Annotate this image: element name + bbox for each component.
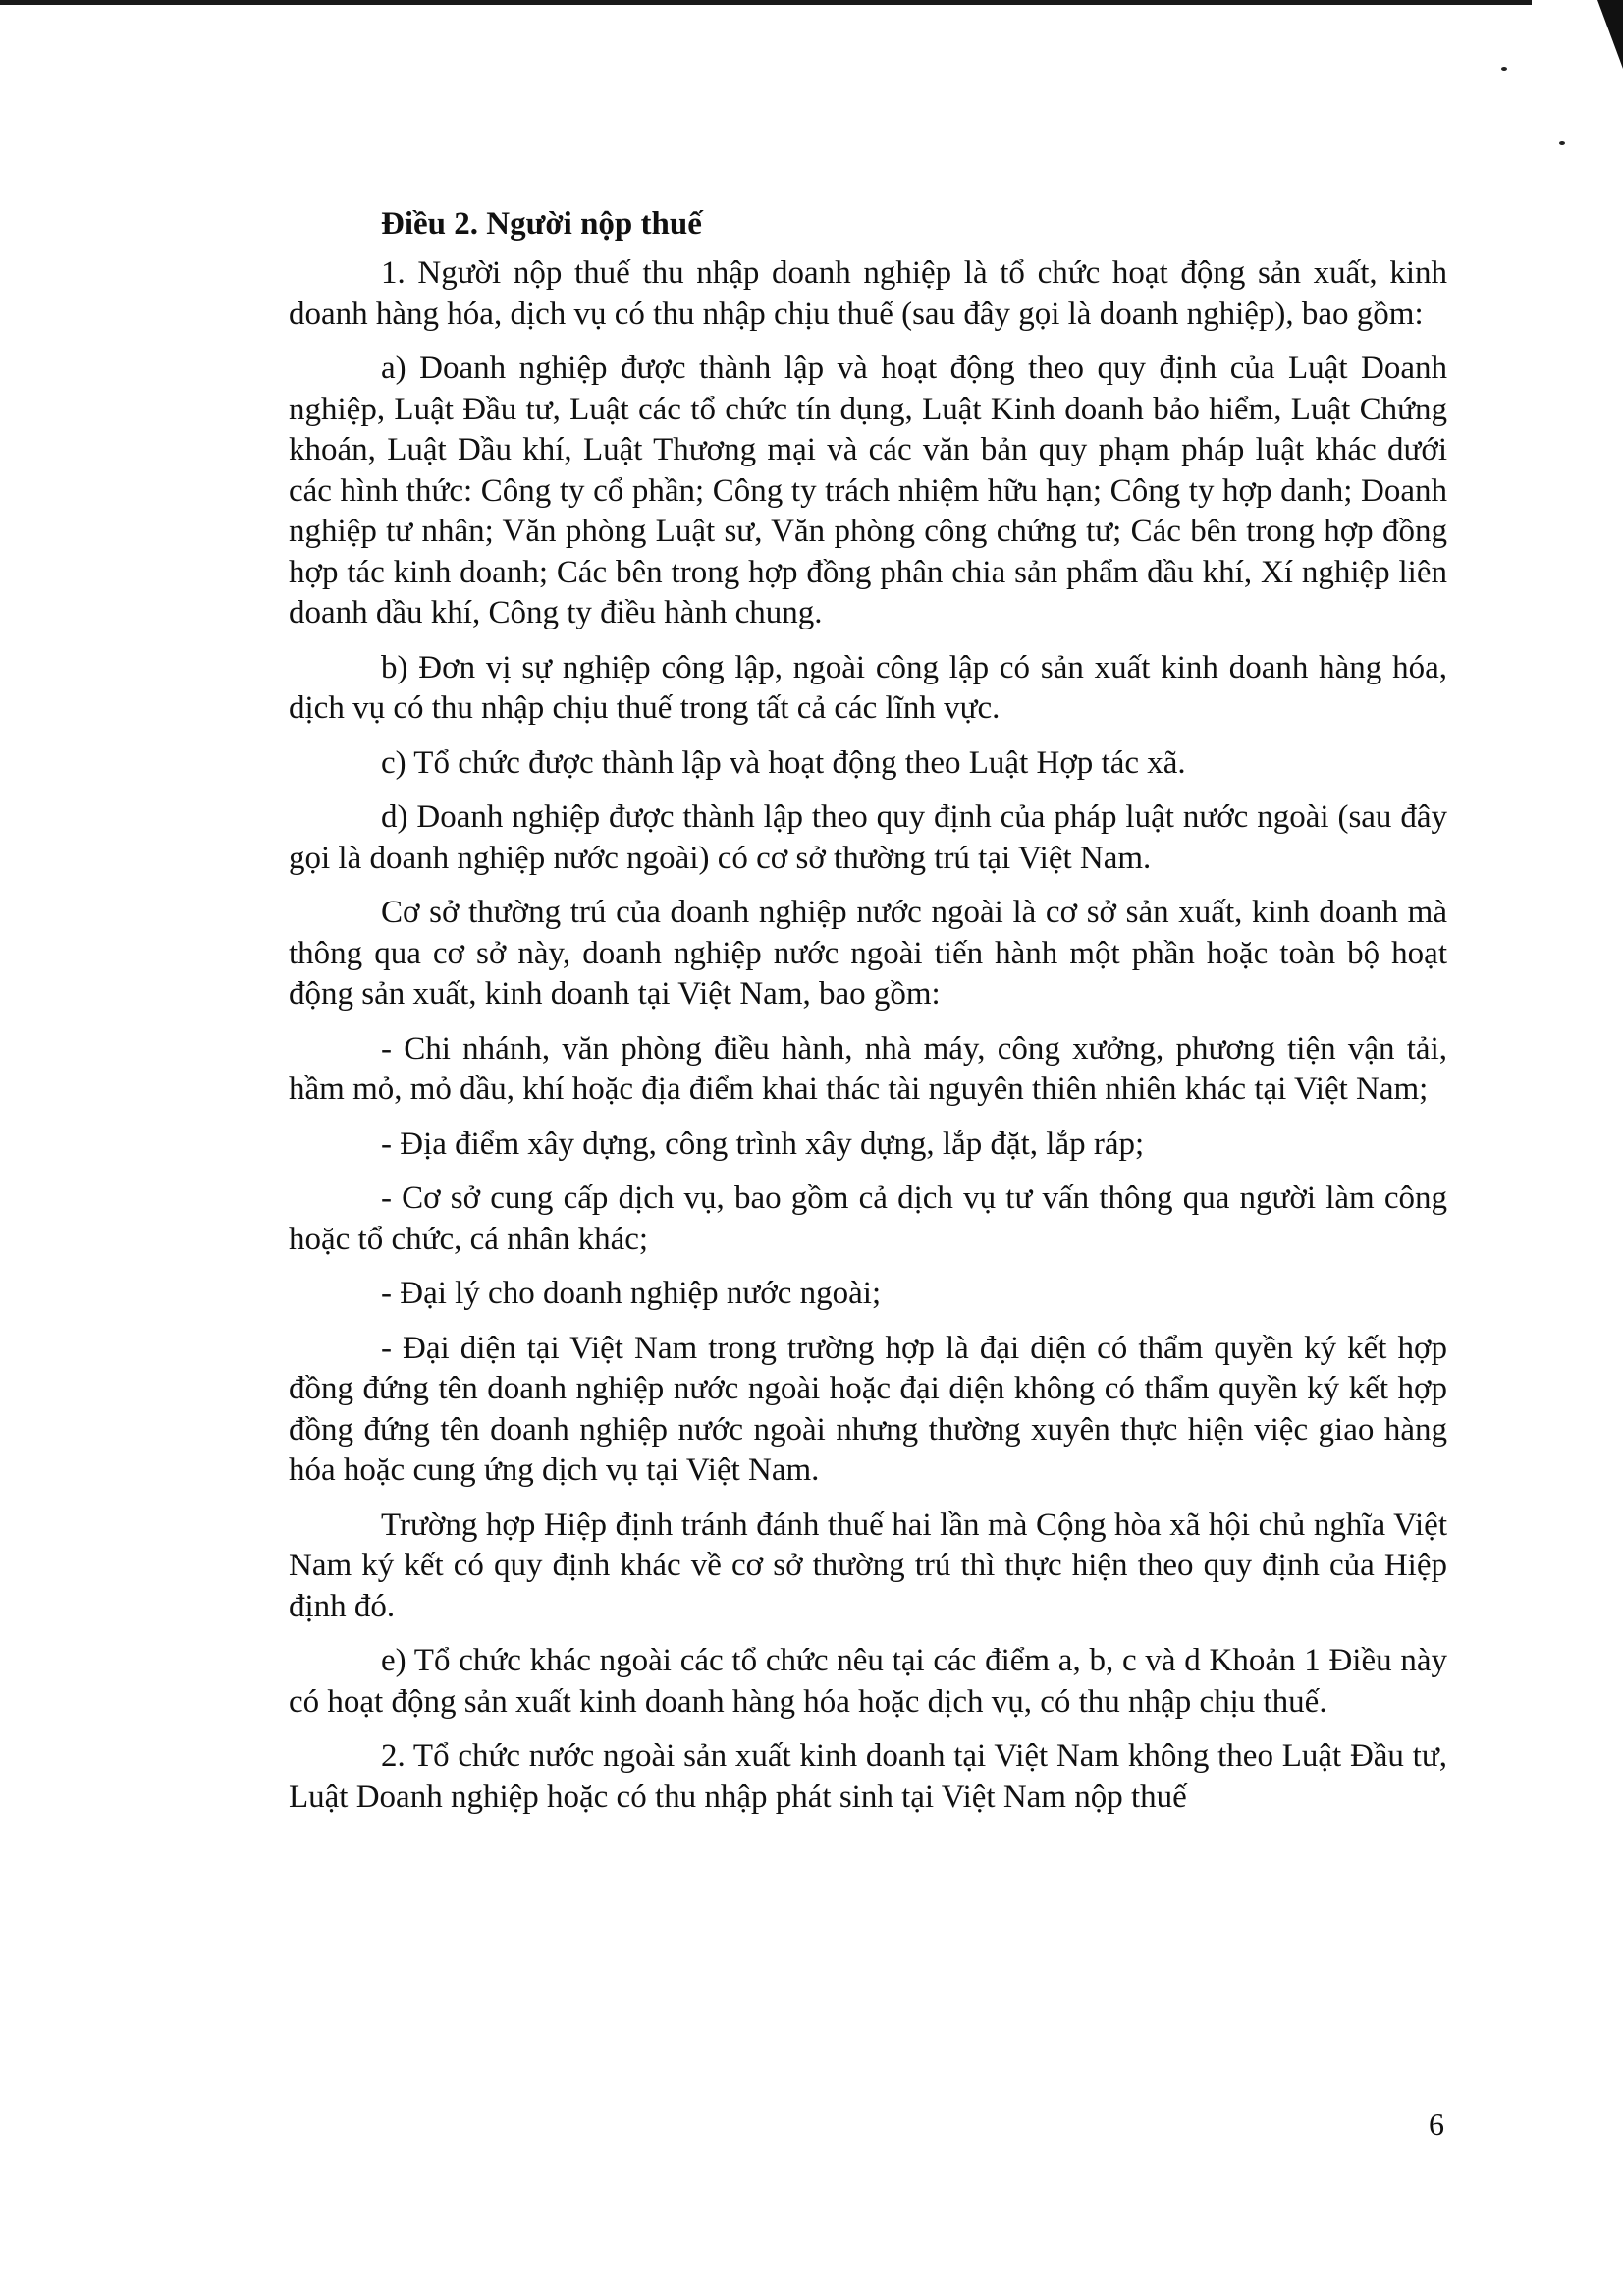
paragraph: Trường hợp Hiệp định tránh đánh thuế hai lần mà Cộng hòa xã hội chủ nghĩa Việt Nam ký kết có quy định khác về cơ sở thường trú thì thực hiện theo quy định của Hiệp định đó. — [289, 1506, 1447, 1624]
paragraph: - Đại diện tại Việt Nam trong trường hợp là đại diện có thẩm quyền ký kết hợp đồng đứng tên doanh nghiệp nước ngoài hoặc đại diện không có thẩm quyền ký kết hợp đồng đứng tên doanh nghiệp nước ngoài nhưng thường xuyên thực hiện việc giao hàng hóa hoặc cung ứng dịch vụ tại Việt Nam. — [289, 1330, 1447, 1488]
paragraph: 2. Tổ chức nước ngoài sản xuất kinh doanh tại Việt Nam không theo Luật Đầu tư, Luật Doanh nghiệp hoặc có thu nhập phát sinh tại Việt Nam nộp thuế — [289, 1738, 1447, 1815]
paragraph: d) Doanh nghiệp được thành lập theo quy định của pháp luật nước ngoài (sau đây gọi là doanh nghiệp nước ngoài) có cơ sở thường trú tại Việt Nam. — [289, 799, 1447, 876]
paragraph: b) Đơn vị sự nghiệp công lập, ngoài công lập có sản xuất kinh doanh hàng hóa, dịch vụ có thu nhập chịu thuế trong tất cả các lĩnh vực. — [289, 649, 1447, 726]
scan-corner-mark — [1597, 0, 1623, 69]
paragraph: Cơ sở thường trú của doanh nghiệp nước ngoài là cơ sở sản xuất, kinh doanh mà thông qua cơ sở này, doanh nghiệp nước ngoài tiến hành một phần hoặc toàn bộ hoạt động sản xuất, kinh doanh tại Việt Nam, bao gồm: — [289, 895, 1447, 1011]
paragraph: e) Tổ chức khác ngoài các tổ chức nêu tại các điểm a, b, c và d Khoản 1 Điều này có hoạt động sản xuất kinh doanh hàng hóa hoặc dịch vụ, có thu nhập chịu thuế. — [289, 1643, 1447, 1720]
paragraph: - Địa điểm xây dựng, công trình xây dựng, lắp đặt, lắp ráp; — [381, 1125, 1145, 1162]
paragraph: a) Doanh nghiệp được thành lập và hoạt động theo quy định của Luật Doanh nghiệp, Luật Đầu tư, Luật các tổ chức tín dụng, Luật Kinh doanh bảo hiểm, Luật Chứng khoán, Luật Dầu khí, Luật Thương mại và các văn bản quy phạm pháp luật khác dưới các hình thức: Công ty cổ phần; Công ty trách nhiệm hữu hạn; Công ty hợp danh; Doanh nghiệp tư nhân; Văn phòng Luật sư, Văn phòng công chứng tư; Các bên trong hợp đồng hợp tác kinh doanh; Các bên trong hợp đồng phân chia sản phẩm dầu khí, Xí nghiệp liên doanh dầu khí, Công ty điều hành chung. — [289, 351, 1447, 630]
scan-edge-line — [0, 0, 1532, 5]
paragraph: - Cơ sở cung cấp dịch vụ, bao gồm cả dịch vụ tư vấn thông qua người làm công hoặc tổ chức, cá nhân khác; — [289, 1180, 1447, 1257]
paragraph: c) Tổ chức được thành lập và hoạt động theo Luật Hợp tác xã. — [381, 744, 1186, 781]
paragraph: - Chi nhánh, văn phòng điều hành, nhà máy, công xưởng, phương tiện vận tải, hầm mỏ, mỏ dầu, khí hoặc địa điểm khai thác tài nguyên thiên nhiên khác tại Việt Nam; — [289, 1030, 1447, 1107]
document-page — [289, 204, 1447, 1831]
paragraph: 1. Người nộp thuế thu nhập doanh nghiệp là tổ chức hoạt động sản xuất, kinh doanh hàng hóa, dịch vụ có thu nhập chịu thuế (sau đây gọi là doanh nghiệp), bao gồm: — [289, 255, 1447, 332]
scan-speck — [1559, 141, 1565, 145]
page-number: 6 — [1429, 2106, 1444, 2142]
scan-speck — [1501, 67, 1507, 71]
article-heading: Điều 2. Người nộp thuế — [381, 206, 702, 242]
paragraph: - Đại lý cho doanh nghiệp nước ngoài; — [381, 1276, 882, 1311]
